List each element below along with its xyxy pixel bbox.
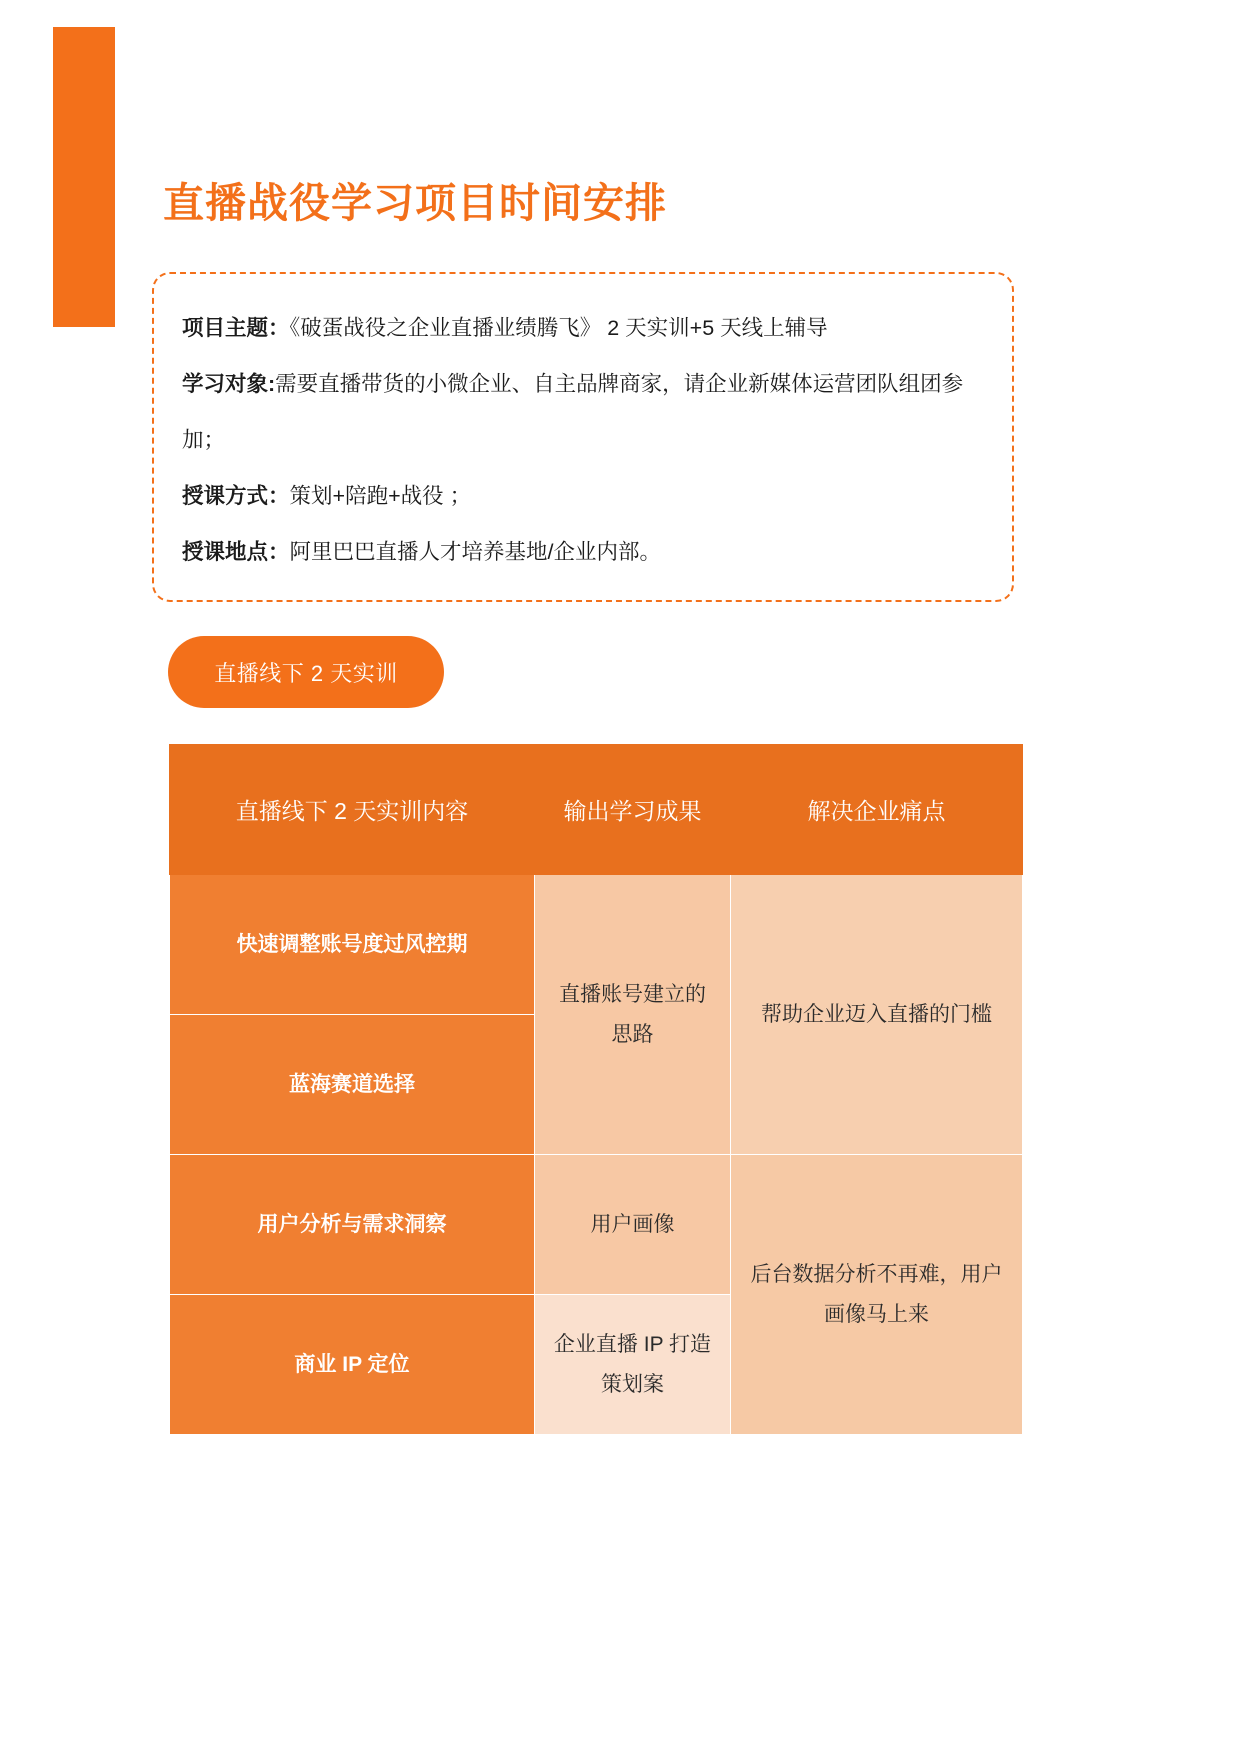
cell-content-3: 用户分析与需求洞察 bbox=[170, 1155, 535, 1295]
table-header-pain: 解决企业痛点 bbox=[731, 745, 1023, 875]
table-header-output: 输出学习成果 bbox=[535, 745, 731, 875]
info-line-topic bbox=[182, 300, 984, 356]
table-header-content: 直播线下 2 天实训内容 bbox=[170, 745, 535, 875]
cell-content-2: 蓝海赛道选择 bbox=[170, 1015, 535, 1155]
info-line-location bbox=[182, 524, 984, 580]
table-row bbox=[170, 875, 1023, 1015]
info-text-location: 阿里巴巴直播人才培养基地/企业内部。 bbox=[289, 540, 661, 564]
cell-output-4: 企业直播 IP 打造策划案 bbox=[535, 1295, 731, 1435]
cell-output-1: 直播账号建立的思路 bbox=[535, 875, 731, 1155]
info-box bbox=[152, 272, 1014, 602]
info-text-topic: 《破蛋战役之企业直播业绩腾飞》 2 天实训+5 天线上辅导 bbox=[289, 316, 828, 340]
accent-bar bbox=[53, 27, 115, 327]
info-text-method: 策划+陪跑+战役 ； bbox=[289, 484, 472, 508]
table-row bbox=[170, 1155, 1023, 1295]
page-title: 直播战役学习项目时间安排 bbox=[163, 180, 667, 226]
info-label-topic: 项目主题： bbox=[182, 316, 290, 340]
info-line-audience bbox=[182, 356, 984, 468]
info-line-method bbox=[182, 468, 984, 524]
cell-output-3: 用户画像 bbox=[535, 1155, 731, 1295]
info-text-audience: 需要直播带货的小微企业、自主品牌商家，请企业新媒体运营团队组团参加； bbox=[182, 372, 964, 452]
section-pill-offline-training: 直播线下 2 天实训 bbox=[168, 636, 444, 708]
cell-content-4: 商业 IP 定位 bbox=[170, 1295, 535, 1435]
info-label-location: 授课地点： bbox=[182, 540, 290, 564]
table-header-row bbox=[170, 745, 1023, 875]
info-label-method: 授课方式： bbox=[182, 484, 290, 508]
cell-pain-3: 后台数据分析不再难，用户画像马上来 bbox=[731, 1155, 1023, 1435]
info-label-audience: 学习对象: bbox=[182, 372, 276, 396]
cell-content-1: 快速调整账号度过风控期 bbox=[170, 875, 535, 1015]
schedule-table bbox=[169, 744, 1023, 1435]
cell-pain-1: 帮助企业迈入直播的门槛 bbox=[731, 875, 1023, 1155]
